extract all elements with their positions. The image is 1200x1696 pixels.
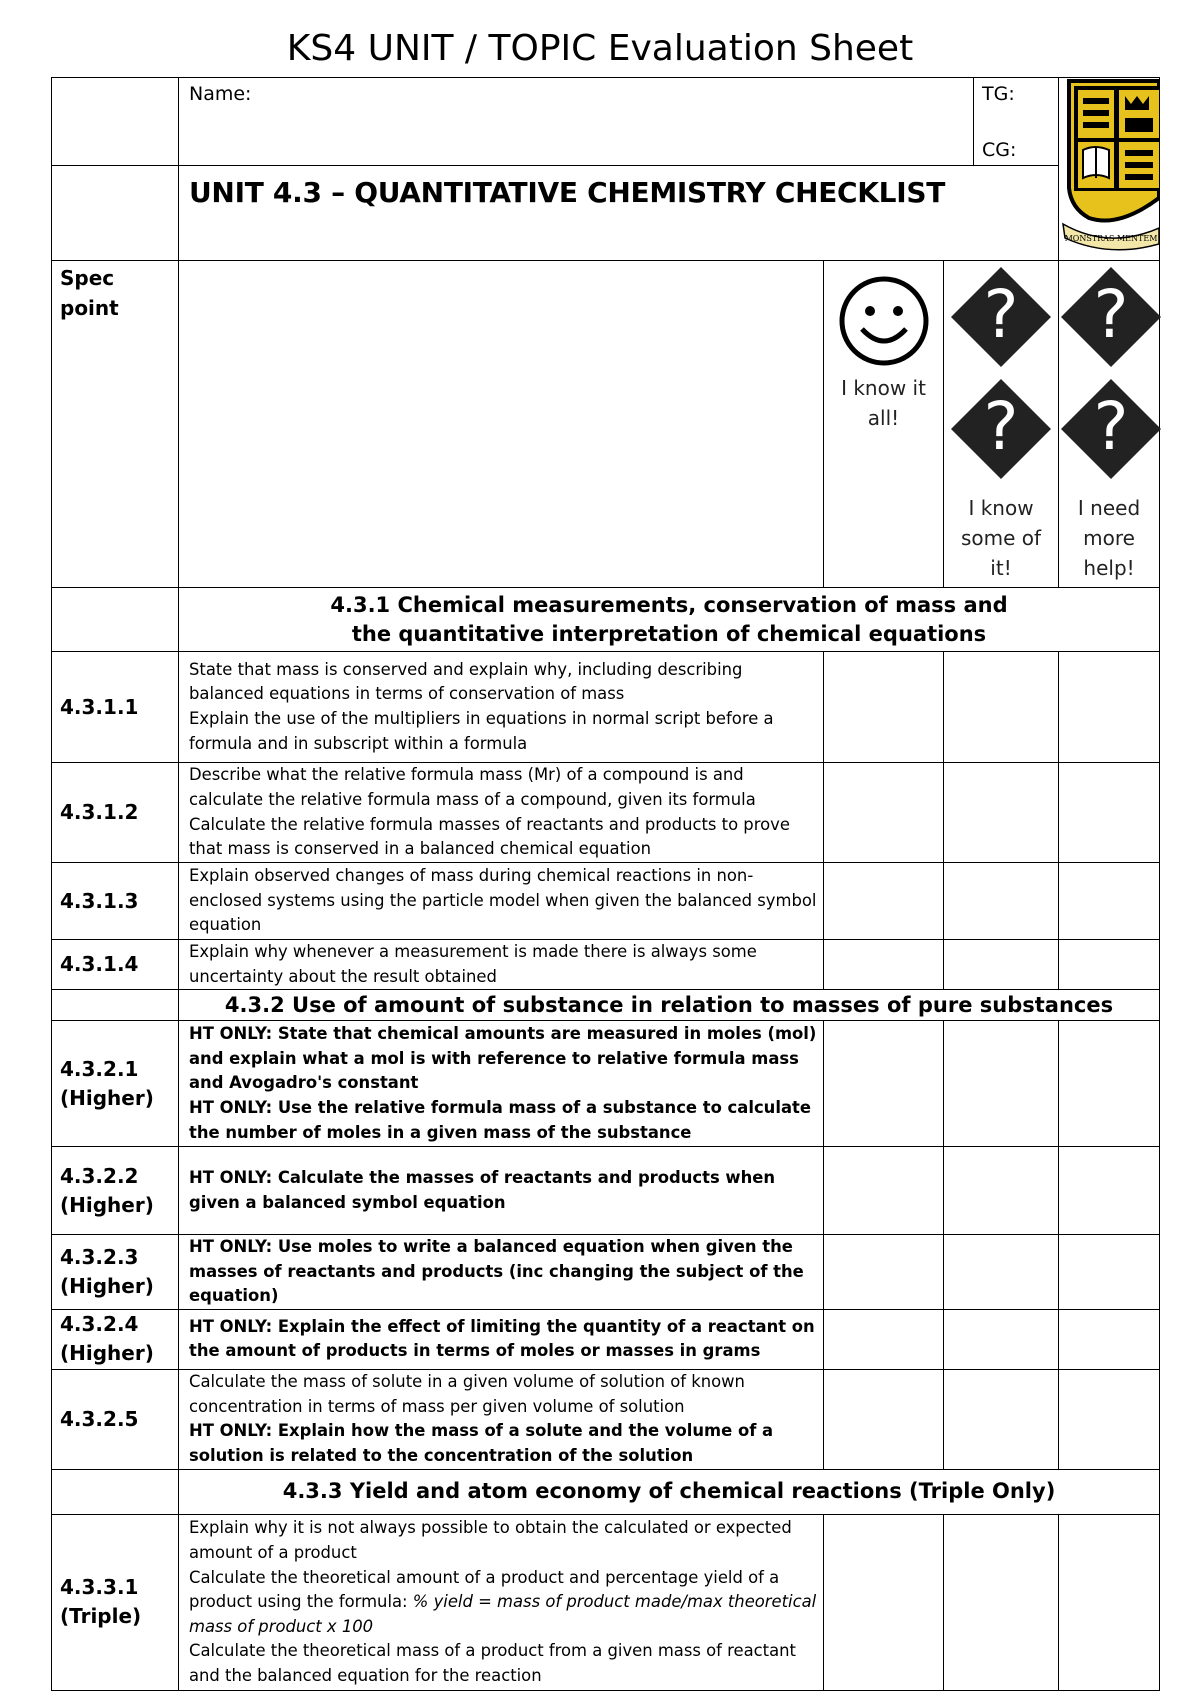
tick-know-some[interactable] — [944, 1021, 1059, 1147]
crest-motto: MONSTRAS MENTEM — [1064, 234, 1158, 243]
tick-need-help[interactable] — [1059, 1514, 1160, 1690]
description-line: Calculate the theoretical amount of a product and percentage yield of a product using the formula: % yield = mass of product made/max theoretical mass of product x 100 — [189, 1567, 817, 1636]
description-line: Explain the use of the multipliers in equations in normal script before a formula and in subscript within a formula — [189, 709, 774, 753]
table-row — [52, 1147, 1160, 1235]
spec-code: 4.3.2.1 (Higher) — [52, 1021, 179, 1147]
tick-need-help[interactable] — [1059, 1309, 1160, 1369]
tick-need-help[interactable] — [1059, 763, 1160, 863]
section-title: 4.3.1 Chemical measurements, conservation of mass and the quantitative interpretation of chemical equations — [179, 588, 1160, 652]
yield-formula: % yield = mass of product made/max theoretical mass of product x 100 — [189, 1592, 817, 1636]
question-diamond-icon — [1059, 265, 1163, 369]
tick-know-all[interactable] — [824, 863, 944, 940]
section-header-row — [52, 1469, 1160, 1514]
description-line: HT ONLY: Calculate the masses of reactants and products when given a balanced symbol equation — [189, 1168, 776, 1212]
tg-label: TG: — [982, 83, 1015, 105]
description-line: Explain observed changes of mass during chemical reactions in non-enclosed systems using the particle model when given the balanced symbol equation — [189, 866, 817, 935]
tick-know-all[interactable] — [824, 1514, 944, 1690]
spec-description — [179, 763, 824, 863]
table-row — [52, 940, 1160, 990]
tick-need-help[interactable] — [1059, 1369, 1160, 1469]
question-diamond-icon — [949, 265, 1053, 369]
school-crest — [1059, 78, 1160, 261]
unit-title-row — [52, 166, 1160, 261]
spec-code: 4.3.3.1 (Triple) — [52, 1514, 179, 1690]
table-row — [52, 1021, 1160, 1147]
tick-know-all[interactable] — [824, 652, 944, 763]
spec-code: 4.3.1.1 — [52, 652, 179, 763]
spec-description — [179, 1235, 824, 1310]
tick-know-some[interactable] — [944, 763, 1059, 863]
spec-code: 4.3.1.2 — [52, 763, 179, 863]
spec-description — [179, 1309, 824, 1369]
tick-know-some[interactable] — [944, 1369, 1059, 1469]
rating-know-some-header — [944, 261, 1059, 588]
rating-need-help-label: I need more help! — [1077, 496, 1141, 580]
rating-know-all-label: I know it all! — [841, 376, 926, 430]
tick-know-all[interactable] — [824, 1309, 944, 1369]
tick-need-help[interactable] — [1059, 1147, 1160, 1235]
svg-text:?: ? — [983, 388, 1019, 465]
section-title: 4.3.2 Use of amount of substance in relation to masses of pure substances — [179, 990, 1160, 1021]
name-field[interactable] — [179, 78, 974, 166]
checklist-table — [51, 77, 1160, 1691]
svg-text:?: ? — [983, 276, 1019, 353]
column-header-row — [52, 261, 1160, 588]
tick-know-all[interactable] — [824, 1147, 944, 1235]
rating-know-some-label: I know some of it! — [960, 496, 1042, 580]
rating-know-all-header — [824, 261, 944, 588]
tick-know-all[interactable] — [824, 763, 944, 863]
tick-know-all[interactable] — [824, 940, 944, 990]
spec-description — [179, 1021, 824, 1147]
spec-description — [179, 863, 824, 940]
smiley-icon — [836, 273, 932, 369]
description-line: Calculate the mass of solute in a given volume of solution of known concentration in terms of mass per given volume of solution — [189, 1372, 745, 1416]
tick-know-all[interactable] — [824, 1235, 944, 1310]
svg-text:?: ? — [1093, 276, 1129, 353]
tick-know-all[interactable] — [824, 1021, 944, 1147]
tick-need-help[interactable] — [1059, 1021, 1160, 1147]
spec-description — [179, 1514, 824, 1690]
section-header-row — [52, 588, 1160, 652]
tick-need-help[interactable] — [1059, 863, 1160, 940]
description-line: Calculate the theoretical mass of a product from a given mass of reactant and the balanced equation for the reaction — [189, 1641, 796, 1685]
tick-know-some[interactable] — [944, 652, 1059, 763]
table-row — [52, 863, 1160, 940]
crest-icon — [1059, 78, 1159, 254]
section-title: 4.3.3 Yield and atom economy of chemical reactions (Triple Only) — [179, 1469, 1160, 1514]
tick-need-help[interactable] — [1059, 940, 1160, 990]
description-line: HT ONLY: Explain how the mass of a solute and the volume of a solution is related to the concentration of the solution — [189, 1421, 774, 1466]
table-row — [52, 1369, 1160, 1469]
tick-need-help[interactable] — [1059, 1235, 1160, 1310]
spec-description — [179, 652, 824, 763]
spec-description — [179, 940, 824, 990]
section-header-row — [52, 990, 1160, 1021]
spec-point-header: Spec point — [52, 261, 179, 588]
table-row — [52, 763, 1160, 863]
description-line: HT ONLY: Use the relative formula mass of a substance to calculate the number of moles in a given mass of the substance — [189, 1097, 811, 1142]
table-row — [52, 1514, 1160, 1690]
tick-know-some[interactable] — [944, 940, 1059, 990]
spec-code: 4.3.1.4 — [52, 940, 179, 990]
tick-know-some[interactable] — [944, 1235, 1059, 1310]
table-row — [52, 1309, 1160, 1369]
question-diamond-icon — [1059, 377, 1163, 481]
tick-know-some[interactable] — [944, 863, 1059, 940]
spec-description — [179, 1147, 824, 1235]
spec-code: 4.3.2.2 (Higher) — [52, 1147, 179, 1235]
description-line: Calculate the relative formula masses of reactants and products to prove that mass is conserved in a balanced chemical equation — [189, 814, 790, 859]
description-line: Explain why whenever a measurement is made there is always some uncertainty about the result obtained — [189, 942, 757, 986]
tick-know-some[interactable] — [944, 1147, 1059, 1235]
spec-code: 4.3.1.3 — [52, 863, 179, 940]
description-line: HT ONLY: State that chemical amounts are measured in moles (mol) and explain what a mol is with reference to relative formula mass and Avogadro's constant — [189, 1024, 817, 1093]
table-row — [52, 1235, 1160, 1310]
description-line: State that mass is conserved and explain why, including describing balanced equations in terms of conservation of mass — [189, 659, 743, 704]
spec-code: 4.3.2.3 (Higher) — [52, 1235, 179, 1310]
spec-description — [179, 1369, 824, 1469]
tick-know-all[interactable] — [824, 1369, 944, 1469]
page-title: KS4 UNIT / TOPIC Evaluation Sheet — [286, 28, 914, 69]
rating-need-help-header — [1059, 261, 1160, 588]
svg-text:?: ? — [1093, 388, 1129, 465]
tg-cg-field[interactable] — [974, 78, 1059, 166]
cg-label: CG: — [982, 139, 1017, 161]
unit-title: UNIT 4.3 – QUANTITATIVE CHEMISTRY CHECKLIST — [179, 166, 1059, 261]
question-diamond-icon — [949, 377, 1053, 481]
name-label: Name: — [189, 83, 252, 105]
spec-code: 4.3.2.5 — [52, 1369, 179, 1469]
tick-know-some[interactable] — [944, 1514, 1059, 1690]
tick-need-help[interactable] — [1059, 652, 1160, 763]
table-row — [52, 652, 1160, 763]
description-line: HT ONLY: Use moles to write a balanced equation when given the masses of reactants and products (inc changing the subject of the equation) — [189, 1237, 804, 1306]
description-line: Describe what the relative formula mass (Mr) of a compound is and calculate the relative formula mass of a compound, given its formula — [189, 765, 756, 809]
description-line: Explain why it is not always possible to obtain the calculated or expected amount of a product — [189, 1518, 792, 1562]
spec-code: 4.3.2.4 (Higher) — [52, 1309, 179, 1369]
name-row — [52, 78, 1160, 166]
tick-know-some[interactable] — [944, 1309, 1059, 1369]
description-line: HT ONLY: Explain the effect of limiting the quantity of a reactant on the amount of products in terms of moles or masses in grams — [189, 1316, 815, 1361]
